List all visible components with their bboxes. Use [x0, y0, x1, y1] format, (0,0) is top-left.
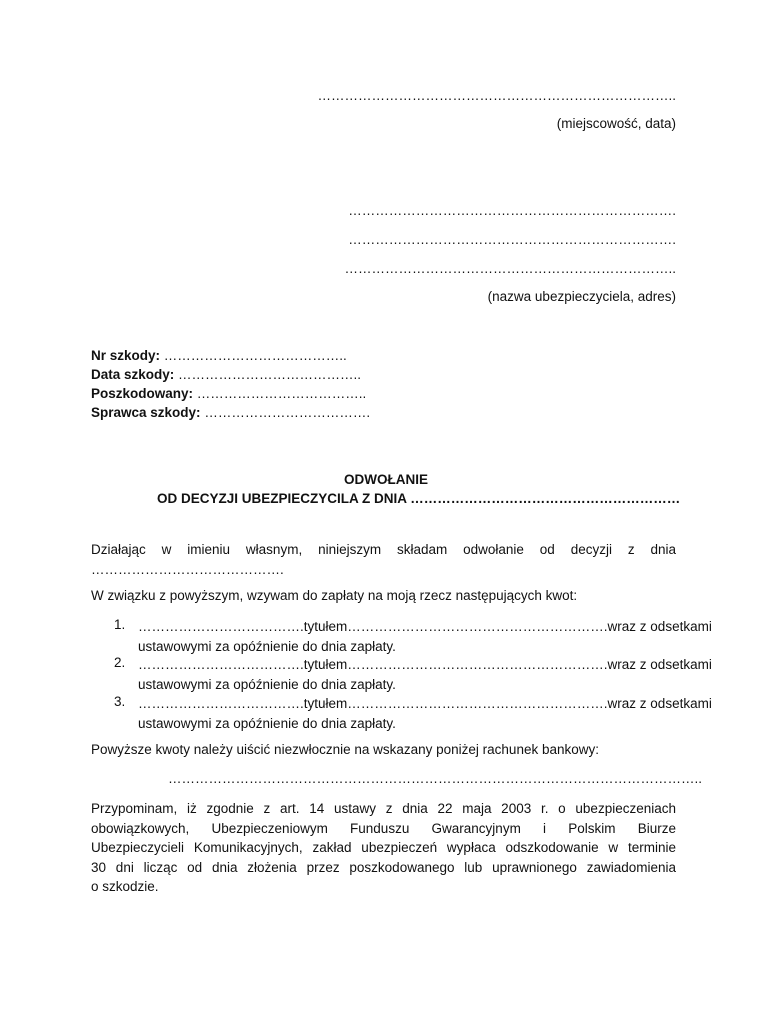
place-date-dots: ……………………………………………………………………..	[317, 88, 676, 103]
title-word: tytułem	[303, 696, 348, 711]
reminder-line: Przypominam, iż zgodnie z art. 14 ustawy z dnia 22 maja 2003 r. o ubezpieczeniach	[91, 801, 676, 816]
interest-continuation: ustawowymi za opóźnienie do dnia zapłaty.	[138, 676, 396, 692]
claim-number-row	[91, 348, 347, 363]
interest-text: wraz z odsetkami	[607, 619, 712, 634]
payment-text: Powyższe kwoty należy uiścić niezwłocznie na wskazany poniżej rachunek bankowy:	[91, 742, 599, 757]
interest-continuation: ustawowymi za opóźnienie do dnia zapłaty.	[138, 638, 396, 654]
interest-text: wraz z odsetkami	[607, 657, 712, 672]
title-dots: ………………………………………………….	[347, 696, 608, 711]
amount-dots: ……………………………….	[138, 696, 304, 711]
insurer-line-3: ………………………………………………………………..	[344, 261, 676, 276]
reminder-line: Ubezpieczycieli Komunikacyjnych, zakład ubezpieczeń wypłaca odszkodowanie w terminie	[91, 840, 676, 855]
perpetrator-row	[91, 405, 370, 420]
interest-continuation: ustawowymi za opóźnienie do dnia zapłaty.	[138, 715, 396, 731]
account-number-dots: ………………………………………………………………………………………………………..	[168, 771, 703, 786]
intro-line-2: …………………………………….	[91, 561, 284, 577]
list-item	[138, 655, 712, 694]
perpetrator-label: Sprawca szkody:	[91, 405, 201, 420]
demand-text: W związku z powyższym, wzywam do zapłaty na moją rzecz następujących kwot:	[91, 588, 578, 603]
reminder-line: obowiązkowych, Ubezpieczeniowym Funduszu Gwarancyjnym i Polskim Biurze	[91, 820, 676, 836]
injured-label: Poszkodowany:	[91, 386, 194, 401]
title-dots: ………………………………………………….	[347, 619, 608, 634]
amount-dots: ……………………………….	[138, 619, 304, 634]
reminder-line: o szkodzie.	[91, 879, 159, 894]
title-dots: ………………………………………………….	[347, 657, 608, 672]
list-item	[138, 617, 712, 656]
place-date-label: (miejscowość, data)	[556, 116, 676, 131]
reminder-line: 30 dni licząc od dnia złożenia przez poszkodowanego lub uprawnionego zawiadomienia	[91, 859, 676, 875]
list-item	[138, 694, 712, 733]
amount-dots: ……………………………….	[138, 657, 304, 672]
injured-dots: ………………………………..	[196, 386, 367, 401]
reminder-paragraph	[91, 799, 676, 897]
list-item-number: 1.	[114, 617, 126, 632]
list-item-number: 3.	[114, 694, 126, 709]
claim-date-dots: …………………………………..	[178, 367, 362, 382]
title-word: tytułem	[303, 619, 348, 634]
claim-number-dots: …………………………………..	[163, 348, 347, 363]
intro-line-1: Działając w imieniu własnym, niniejszym składam odwołanie od decyzji z dnia	[91, 542, 676, 557]
perpetrator-dots: ……………………………….	[204, 405, 371, 420]
document-subtitle: OD DECYZJI UBEZPIECZYCILA Z DNIA ……………………………………………………	[157, 491, 681, 506]
insurer-line-1: ……………………………………………………………….	[348, 203, 676, 218]
title-word: tytułem	[303, 657, 348, 672]
claim-number-label: Nr szkody:	[91, 348, 161, 363]
claim-date-row	[91, 367, 361, 382]
interest-text: wraz z odsetkami	[607, 696, 712, 711]
intro-paragraph	[91, 540, 676, 579]
insurer-line-2: ……………………………………………………………….	[348, 232, 676, 247]
claim-date-label: Data szkody:	[91, 367, 175, 382]
injured-row	[91, 386, 366, 401]
insurer-label: (nazwa ubezpieczyciela, adres)	[487, 289, 676, 304]
document-title: ODWOŁANIE	[344, 472, 428, 487]
list-item-number: 2.	[114, 655, 126, 670]
